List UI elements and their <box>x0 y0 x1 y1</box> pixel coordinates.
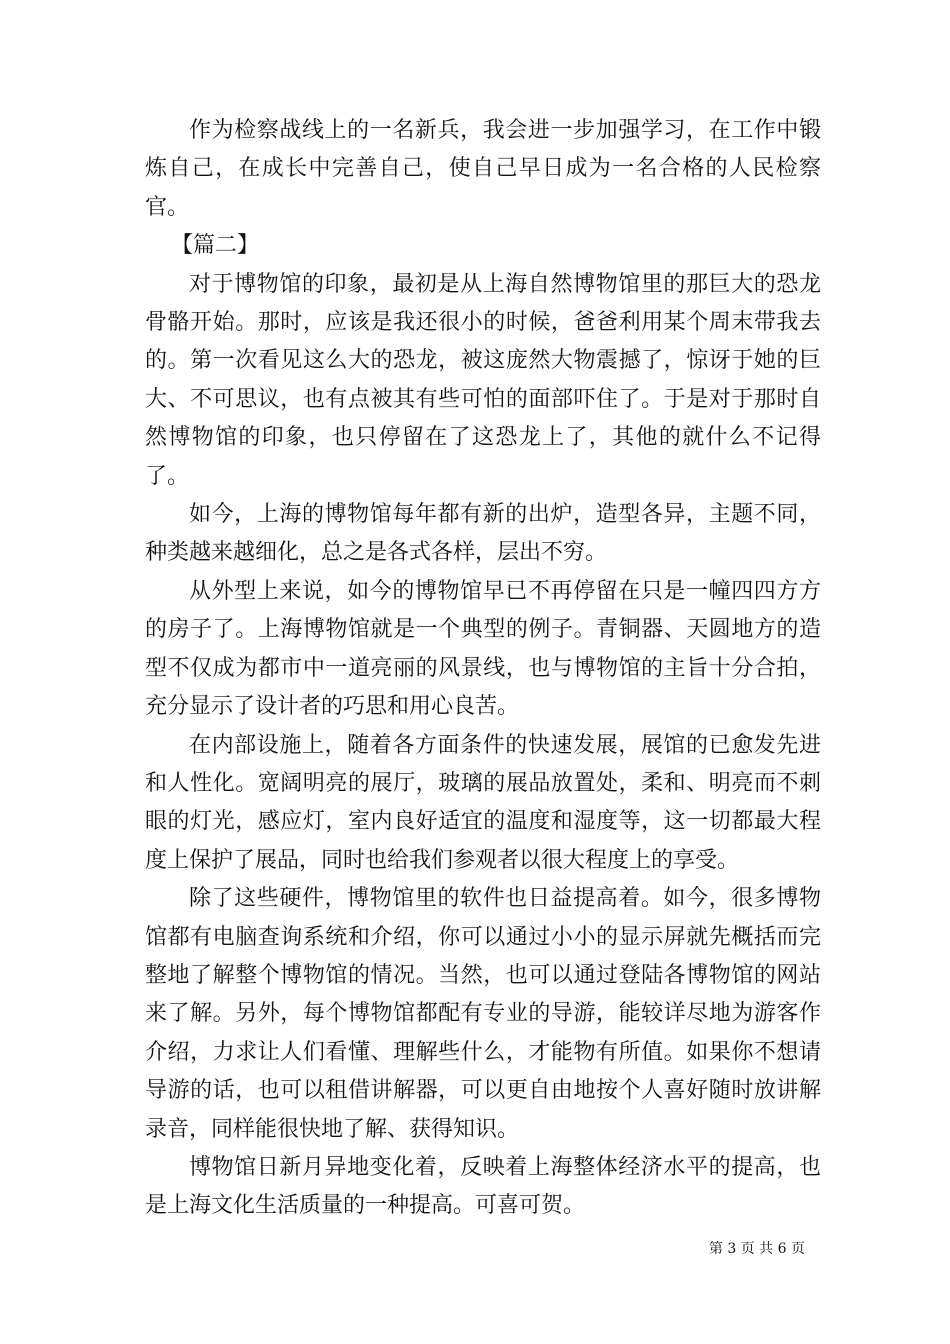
paragraph: 对于博物馆的印象，最初是从上海自然博物馆里的那巨大的恐龙骨骼开始。那时，应该是我还很小的时候，爸爸利用某个周末带我去的。第一次看见这么大的恐龙，被这庞然大物震撼了，惊讶于她的巨大、不可思议，也有点被其有些可怕的面部吓住了。于是对于那时自然博物馆的印象，也只停留在了这恐龙上了，其他的就什么不记得了。 <box>145 271 821 489</box>
page-number: 第 3 页 共 6 页 <box>708 1241 805 1257</box>
paragraph: 除了这些硬件，博物馆里的软件也日益提高着。如今，很多博物馆都有电脑查询系统和介绍，你可以通过小小的显示屏就先概括而完整地了解整个博物馆的情况。当然，也可以通过登陆各博物馆的网站来了解。另外，每个博物馆都配有专业的导游，能较详尽地为游客作介绍，力求让人们看懂、理解些什么，才能物有所值。如果你不想请导游的话，也可以租借讲解器，可以更自由地按个人喜好随时放讲解录音，同样能很快地了解、获得知识。 <box>145 886 821 1142</box>
section-heading: 【篇二】 <box>171 233 260 259</box>
paragraph: 博物馆日新月异地变化着，反映着上海整体经济水平的提高，也是上海文化生活质量的一种提高。可喜可贺。 <box>145 1154 821 1219</box>
document-body <box>145 112 821 1226</box>
paragraph: 如今，上海的博物馆每年都有新的出炉，造型各异，主题不同，种类越来越细化，总之是各式各样，层出不穷。 <box>145 502 821 566</box>
paragraph: 从外型上来说，如今的博物馆早已不再停留在只是一幢四四方方的房子了。上海博物馆就是一个典型的例子。青铜器、天圆地方的造型不仅成为都市中一道亮丽的风景线，也与博物馆的主旨十分合拍，充分显示了设计者的巧思和用心良苦。 <box>145 578 821 720</box>
paragraph: 作为检察战线上的一名新兵，我会进一步加强学习，在工作中锻炼自己，在成长中完善自己，使自己早日成为一名合格的人民检察官。 <box>145 118 821 220</box>
paragraph: 在内部设施上，随着各方面条件的快速发展，展馆的已愈发先进和人性化。宽阔明亮的展厅，玻璃的展品放置处，柔和、明亮而不刺眼的灯光，感应灯，室内良好适宜的温度和湿度等，这一切都最大程度上保护了展品，同时也给我们参观者以很大程度上的享受。 <box>145 732 821 873</box>
